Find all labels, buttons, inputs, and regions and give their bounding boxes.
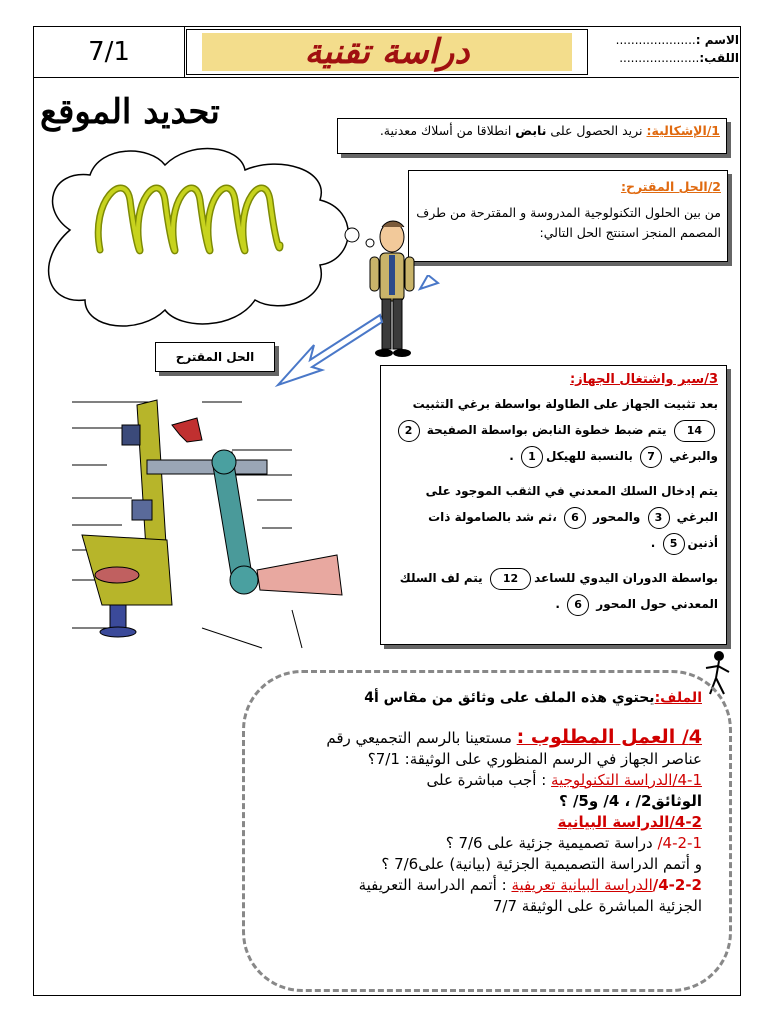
proposed-label: 2/الحل المقترح: <box>620 179 721 194</box>
page-heading: تحديد الموقع <box>40 92 220 132</box>
header <box>34 27 739 78</box>
work-required: 4/ العمل المطلوب : مستعينا بالرسم التجميعي رقم <box>326 726 702 748</box>
section-4-1-line-2: الوثائق2/ ، 4/ و5/ ؟ <box>559 792 702 810</box>
procedure-step-3: بواسطة الدوران اليدوي للساعد12 يتم لف السلك المعدني حول المحور 6 . <box>389 565 718 617</box>
proposed-tag: الحل المقترح <box>155 342 275 372</box>
section-4-2-2: 4-2-2/الدراسة البيانية تعريفية : أتمم الدراسة التعريفية <box>358 876 702 894</box>
page-number: 7/1 <box>34 27 185 77</box>
task-section <box>262 688 702 917</box>
problem-box: 1/الإشكالية: نريد الحصول على نابض انطلاقا من أسلاك معدنية. <box>337 118 727 154</box>
axle-part <box>147 460 267 474</box>
name-field: الاسم :..................... <box>615 33 739 47</box>
bubble-dot <box>345 228 359 242</box>
section-4-2-1: 4-2-1/ دراسة تصميمية جزئية على 7/6 ؟ <box>445 834 702 852</box>
proposed-solution-box <box>408 170 728 262</box>
procedure-step-1: بعد تثبيت الجهاز على الطاولة بواسطة برغي التثبيت 14 يتم ضبط خطوة النابض بواسطة الصفيحة 2 والبرغي 7 بالنسبة للهيكل1 . <box>389 391 718 469</box>
procedure-step-2: يتم إدخال السلك المعدني في الثقب الموجود على البرغي 3 والمحور 6 ،ثم شد بالصامولة ذات أذنين5 . <box>389 478 718 556</box>
procedure-label: 3/سير واشتغال الجهاز: <box>569 372 718 387</box>
problem-label: 1/الإشكالية: <box>646 123 720 138</box>
plate-part <box>132 500 152 520</box>
document-title: دراسة تقنية <box>202 33 572 71</box>
section-4-1: 4-1/الدراسة التكنولوجية : أجب مباشرة على <box>426 771 702 789</box>
file-note: الملف:يحتوي هذه الملف على وثائق من مقاس أ4 <box>364 690 702 706</box>
handle-part <box>257 555 342 595</box>
section-4-2-1-line-2: و أتمم الدراسة التصميمية الجزئية (بيانية) على7/6 ؟ <box>381 855 702 873</box>
surname-field: اللقب:..................... <box>619 51 739 65</box>
mechanism-drawing <box>62 390 382 650</box>
section-4-2: 4-2/الدراسة البيانية <box>557 813 702 831</box>
section-4-2-2-line-2: الجزئية المباشرة على الوثيقة 7/7 <box>492 897 702 915</box>
proposed-text: من بين الحلول التكنولوجية المدروسة و المقترحة من طرف المصمم المنجز استنتج الحل التالي: <box>416 205 721 240</box>
title-box <box>186 29 588 75</box>
clamp-screw-part <box>110 605 126 630</box>
work-line-2: عناصر الجهاز في الرسم المنظوري على الوثيقة: 7/1؟ <box>367 750 702 768</box>
student-info <box>594 27 739 83</box>
knob-part <box>122 425 140 445</box>
procedure-box <box>380 365 727 645</box>
wing-nut-part <box>172 418 202 442</box>
coil-part <box>95 567 139 583</box>
